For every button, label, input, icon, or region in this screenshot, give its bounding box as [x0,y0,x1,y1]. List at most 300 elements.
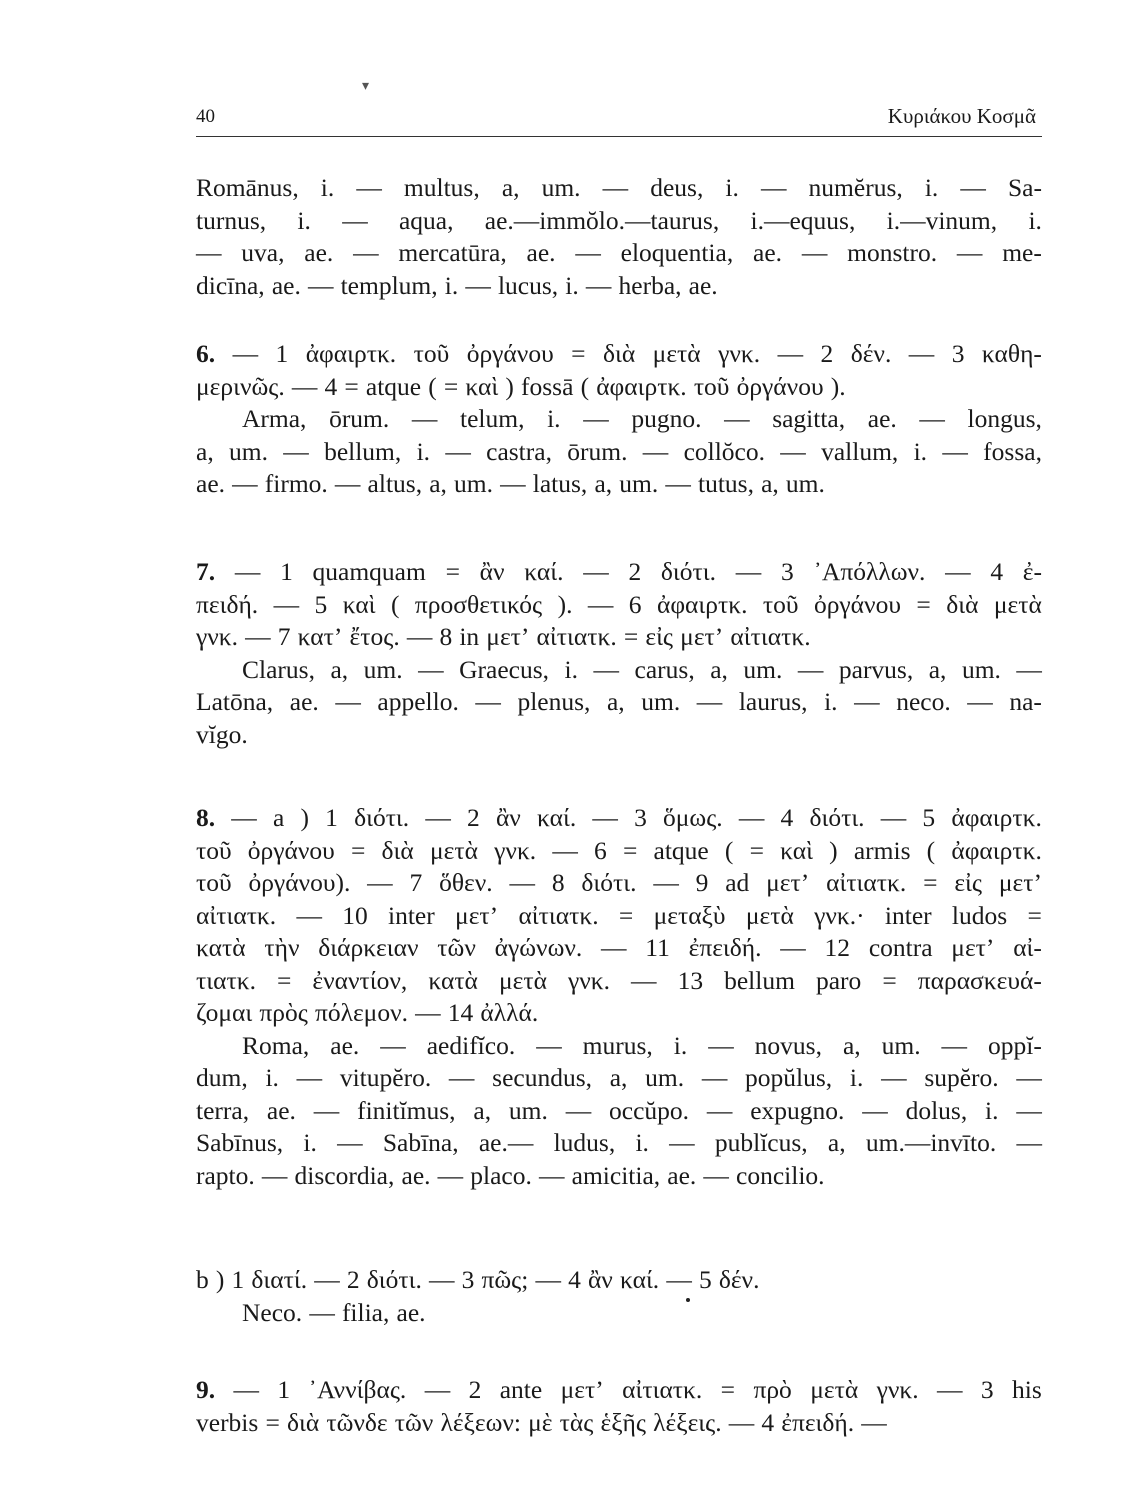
text-line [196,932,1042,965]
word: a, [710,654,728,684]
word: quamquam [312,557,426,586]
word: μετὰ [993,589,1042,619]
word: a, [594,469,613,498]
word: καί. [619,1265,660,1294]
word: vĭgo. [196,719,248,749]
word: inter [388,900,435,930]
word: μετ’ [766,868,810,897]
word: — [234,557,261,586]
word: αἰτιατκ. [196,900,277,930]
word: a, [501,173,520,202]
word: inter [884,900,932,930]
word: vallum, [821,436,899,466]
word: — [801,238,828,267]
word: a, [928,654,947,684]
word: ae. [688,270,718,300]
word: — [945,557,971,586]
word: = [344,371,359,401]
word: — [283,436,309,466]
word: — [342,205,368,235]
word: ἀφαιρτκ. [305,339,397,368]
word: μετ’ [486,622,530,651]
word: ad [725,868,750,897]
word: ( [926,835,936,865]
word: 8 [551,868,565,897]
word: μετὰ [498,965,547,995]
word: — [334,469,361,498]
word: — [309,1297,335,1327]
word: a, [606,687,625,716]
word: pugno. [631,404,702,433]
word: murus, [582,1030,653,1060]
word: ae. [867,404,897,433]
word: turnus, [196,205,267,235]
word: δέν. [850,339,892,368]
word: καὶ [342,589,376,619]
word: — [881,1063,907,1092]
word: μεταξὺ [653,900,726,930]
word: = [618,900,634,930]
word: — [411,404,438,433]
word: Graecus, [459,654,550,684]
word: Romānus, [196,173,299,202]
word: — [196,238,222,267]
exercise-block [196,172,1042,302]
word: — [862,1095,888,1125]
word: μετὰ [429,835,478,865]
word: — [465,270,491,300]
word: a, [473,1095,492,1125]
word: um. [743,654,783,684]
word: μετὰ [745,900,794,930]
word: dolus, [905,1095,968,1125]
word: ὀργάνου [247,835,335,865]
word: — [231,803,257,832]
word: 3 [980,1375,994,1404]
word: laurus, [738,687,808,716]
word: 1 [277,1375,291,1404]
word: contra [868,933,933,962]
word: finitĭmus, [357,1095,456,1125]
text-line [196,719,1042,752]
word: sagitta, [772,404,846,433]
text-line [196,802,1042,835]
word: 1 [280,557,293,586]
word: — [941,1030,968,1060]
word: atque [653,835,709,865]
word: ) [215,1265,225,1294]
word: i. [565,270,579,300]
word: placo. [470,1160,532,1190]
word: ἐπειδή. [781,1407,855,1437]
word: eloquentia, [620,238,734,267]
word: ōrum. [567,436,628,466]
word: i. [913,436,928,466]
text-line [196,654,1042,687]
word: διατί. [251,1265,308,1294]
word: ἂν [495,803,521,832]
word: ἀλλά. [480,998,539,1027]
word: i. [444,270,459,300]
word: Neco. [242,1297,303,1327]
word: ἑξῆς [600,1407,646,1437]
word: ae. [753,238,783,267]
word: rapto. [196,1160,255,1190]
word: κατ’ [297,622,343,651]
text-line [196,1127,1042,1160]
word: — [535,1265,561,1294]
word: um. [229,436,268,466]
word: ἂν [479,557,505,586]
word: in [459,622,480,651]
word: 4 [780,803,794,832]
word: Sabīnus, [196,1128,284,1157]
word: — [956,238,983,267]
word: — [708,1030,734,1060]
word: τοῦ [693,371,730,401]
word: amicitia, [571,1160,661,1190]
word: um. [508,1095,548,1125]
word: Arma, [242,404,307,433]
word: ἐναντίον, [312,965,408,995]
word: 2 [467,803,480,832]
word: ). [557,589,573,619]
text-line [196,403,1042,436]
word: εἰς [954,868,982,897]
word: — [296,1063,323,1092]
exercise-block [196,556,1042,751]
text-line [196,1297,1042,1330]
word: 4 [324,371,338,401]
word: — [724,404,750,433]
word: ὀργάνου). [248,868,351,897]
word: longus, [967,404,1042,433]
word: γνκ. [494,835,537,865]
word: herba, [618,270,682,300]
word: πρὸ [753,1375,792,1404]
word: ae. [304,238,334,267]
exercise-block [196,338,1042,501]
word: oppĭ- [988,1030,1042,1060]
word: — [735,557,762,586]
word: Clarus, [242,654,315,684]
word: um. [645,1063,685,1092]
word: — [367,868,393,897]
word: ἀφαιρτκ. [656,589,748,619]
word: ὀργάνου [813,589,901,619]
word: — [552,835,578,865]
word: ἐ- [1022,557,1042,586]
word: ae. [526,238,556,267]
word: ante [499,1375,543,1404]
word: occŭpo. [609,1095,690,1125]
word: um. [881,1030,921,1060]
word: 8. [196,803,216,832]
word: plenus, [517,687,591,716]
word: 5 [922,803,936,832]
running-title: Κυριάκου Κοσμᾶ [887,104,1036,128]
stray-dot [686,1298,690,1302]
word: τῶν [437,933,476,962]
word: τὴν [264,933,300,962]
text-line [196,1030,1042,1063]
word: καὶ [780,835,813,865]
word: αἰτιατκ. [826,868,907,897]
word: — [335,687,361,716]
word: — [601,933,627,962]
word: — [703,1160,729,1190]
word: = [720,1375,736,1404]
word: διότι. [809,803,865,832]
word: — [937,1375,963,1404]
word: — [353,238,379,267]
word: — [428,1265,455,1294]
word: um. [454,469,494,498]
word: expugno. [750,1095,845,1125]
text-line [196,1374,1042,1407]
word: ( [580,371,590,401]
word: — [509,868,535,897]
word: πόλεμον. [314,998,408,1027]
word: um. [619,469,659,498]
word: 1 [231,1265,245,1294]
word: 4 [990,557,1004,586]
word: bellum [724,965,795,995]
text-line [196,1160,1042,1193]
word: — [592,803,618,832]
word: λέξεις. [653,1407,722,1437]
word: firmo. [264,469,328,498]
word: διότι. [354,803,410,832]
word: 5 [698,1265,712,1294]
word: — [565,1095,592,1125]
word: μετὰ [652,339,701,368]
word: — [500,469,526,498]
word: discordia, [294,1160,395,1190]
word: 13 [677,965,704,995]
word: — [585,270,612,300]
word: vitupĕro. [339,1063,432,1092]
word: me- [1002,238,1042,267]
word: μετὰ [810,1375,859,1404]
word: ( [428,371,437,401]
word: ζομαι [196,998,253,1027]
word: 2 [468,1375,482,1404]
word: 4 [568,1265,581,1294]
word: — [1016,654,1042,684]
word: μετ’ [560,1375,604,1404]
word: uva, [241,238,285,267]
word: 2 [346,1265,360,1294]
word: — [539,1160,565,1190]
word: πῶς; [481,1265,529,1294]
word: ae. [330,1030,360,1060]
word: ἀφαιρτκ. [951,835,1042,865]
word: — [261,1160,288,1190]
word: — [653,868,679,897]
text-line [196,371,1042,404]
text-line [196,835,1042,868]
word: τὰς [559,1407,594,1437]
text-line [196,270,1042,303]
page-number: 40 [196,106,215,127]
word: = [622,835,638,865]
word: — [593,654,620,684]
word: — [245,622,271,651]
word: αἰτιατκ. [622,1375,703,1404]
word: — [536,1030,562,1060]
word: ae. [289,687,319,716]
word: i. [635,1128,649,1157]
word: 5 [314,589,328,619]
word: 12 [824,933,851,962]
word: ae. [667,1160,697,1190]
word: dicīna, [196,270,265,300]
word: γνκ. [567,965,611,995]
word: ōrum. [329,404,390,433]
word: i. [824,687,838,716]
word: — [669,1128,695,1157]
word: = [623,622,639,651]
word: διὰ [946,589,979,619]
word: telum, [460,404,525,433]
word: — [437,1160,464,1190]
word: i.—equus, [750,205,856,235]
word: ae.—immŏlo.—taurus, [484,205,720,235]
word: — [314,1265,340,1294]
word: — [448,1063,475,1092]
word: — [631,965,657,995]
word: 1 [275,339,289,368]
word: a, [761,469,779,498]
word: fossa, [983,436,1042,466]
word: — [880,803,907,832]
word: supĕro. [924,1063,999,1092]
word: ) [300,803,309,832]
word: καὶ [465,371,499,401]
word: διότι. [581,868,637,897]
word: — [337,1128,363,1157]
word: ludus, [553,1128,616,1157]
text-line [196,686,1042,719]
text-line [196,867,1042,900]
word: — [738,803,765,832]
word: collŏco. [683,436,765,466]
word: a, [609,1063,628,1092]
word: ) [829,835,838,865]
word: i. [265,1063,279,1092]
word: τῶνδε [326,1407,388,1437]
word: — [587,589,614,619]
word: = [350,835,366,865]
word: ἀφαιρτκ. [951,803,1042,832]
word: = [276,965,292,995]
word: — [602,173,629,202]
word: novus, [754,1030,822,1060]
word: — [296,900,322,930]
word: — [919,404,945,433]
word: fossā [521,371,574,401]
text-line [196,338,1042,371]
word: — [780,933,806,962]
word: um. [785,469,825,498]
word: 9. [196,1375,216,1404]
word: 9 [695,868,709,897]
word: armis [853,835,911,865]
word: ludos [951,900,1008,930]
word: atque [365,371,422,401]
word: 7 [277,622,291,651]
word: um.—invīto. [865,1128,997,1157]
word: — [1016,1063,1042,1092]
word: τοῦ [413,339,450,368]
word: — [665,469,691,498]
word: = [916,589,931,619]
word: altus, [367,469,423,498]
word: ( [390,589,400,619]
word: ἀγώνων. [494,933,583,962]
word: castra, [486,436,552,466]
word: — [908,339,935,368]
exercise-block [196,1264,1042,1329]
word: monstro. [847,238,938,267]
word: a, [842,1030,861,1060]
word: dum, [196,1063,248,1092]
word: πειδή. [196,589,259,619]
word: ) [505,371,514,401]
word: ὅμως. [663,803,723,832]
word: καθη- [981,339,1042,368]
word: μερινῶς. [196,371,285,401]
word: a [272,803,285,832]
word: filia, [341,1297,390,1327]
word: ae. [401,1160,431,1190]
word: publĭcus, [714,1128,808,1157]
text-line [196,589,1042,622]
word: γνκ. [876,1375,919,1404]
word: aedifĭco. [426,1030,516,1060]
word: i. [924,173,939,202]
word: προσθετικός [414,589,543,619]
word: bellum, [324,436,402,466]
word: πρὸς [259,998,308,1027]
text-line [196,556,1042,589]
word: — [424,1375,451,1404]
word: — [356,173,382,202]
word: appello. [377,687,459,716]
top-mark: ▾ [362,79,370,94]
word: 3 [461,1265,475,1294]
word: tutus, [697,469,754,498]
word: ). [830,371,846,401]
word: aqua, [398,205,454,235]
word: i. [1028,205,1042,235]
word: — [233,1375,260,1404]
word: — [1016,1128,1042,1157]
word: διάρκειαν [318,933,419,962]
word: a, [330,654,349,684]
word: multus, [403,173,480,202]
word: ἀφαιρτκ. [596,371,687,401]
word: um. [363,654,403,684]
text-line [196,436,1042,469]
word: popŭlus, [745,1063,833,1092]
word: = [749,835,764,865]
word: — [701,1063,728,1092]
exercise-block [196,802,1042,1192]
word: γνκ. [196,622,239,651]
word: ᾿Απόλλων. [813,557,926,586]
